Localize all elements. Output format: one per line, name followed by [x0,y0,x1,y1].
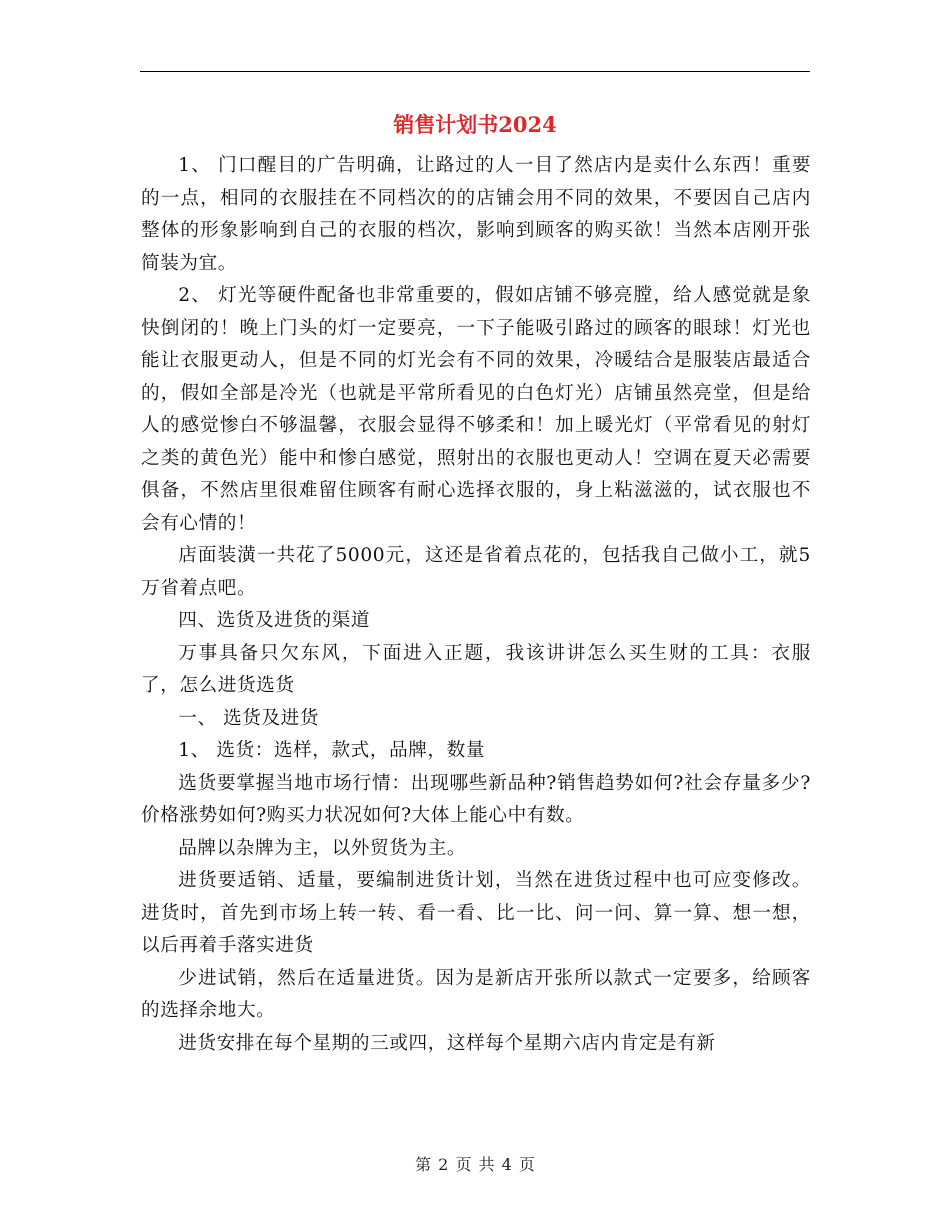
paragraph-8: 选货要掌握当地市场行情：出现哪些新品种?销售趋势如何?社会存量多少?价格涨势如何?购买力状况如何?大体上能心中有数。 [141,772,811,826]
paragraph-1: 1、 门口醒目的广告明确，让路过的人一目了然店内是卖什么东西！重要的一点，相同的衣服挂在不同档次的的店铺会用不同的效果，不要因自己店内整体的形象影响到自己的衣服的档次，影响到顾客的购买欲！当然本店刚开张简装为宜。 [141,155,811,274]
paragraph-2: 2、 灯光等硬件配备也非常重要的，假如店铺不够亮膛，给人感觉就是象快倒闭的！晚上门头的灯一定要亮，一下子能吸引路过的顾客的眼球！灯光也能让衣服更动人，但是不同的灯光会有不同的效果，冷暖结合是服装店最适合的，假如全部是冷光（也就是平常所看见的白色灯光）店铺虽然亮堂，但是给人的感觉惨白不够温馨，衣服会显得不够柔和！加上暖光灯（平常看见的射灯之类的黄色光）能中和惨白感觉，照射出的衣服也更动人！空调在夏天必需要俱备，不然店里很难留住顾客有耐心选择衣服的，身上粘滋滋的，试衣服也不会有心情的！ [141,285,811,534]
paragraph-9: 品牌以杂牌为主，以外贸货为主。 [178,837,467,859]
document-title: 销售计划书2024 [393,112,557,137]
page-number-footer: 第 2 页 共 4 页 [415,1155,535,1174]
subheading-select-goods: 1、 选货：选样，款式，品牌，数量 [178,740,486,761]
paragraph-5: 万事具备只欠东风，下面进入正题，我该讲讲怎么买生财的工具：衣服了，怎么进货选货 [141,642,811,696]
section-heading-4: 四、选货及进货的渠道 [178,610,371,631]
paragraph-12: 进货安排在每个星期的三或四，这样每个星期六店内肯定是有新 [178,1032,716,1054]
paragraph-11: 少进试销，然后在适量进货。因为是新店开张所以款式一定要多，给顾客的选择余地大。 [141,967,811,1021]
section-heading-1: 一、 选货及进货 [178,707,320,729]
header-rule [140,71,810,72]
paragraph-3: 店面装潢一共花了5000元，这还是省着点花的，包括我自己做小工，就5万省着点吧。 [141,545,811,599]
document-body [141,150,811,1060]
paragraph-10: 进货要适销、适量，要编制进货计划，当然在进货过程中也可应变修改。进货时，首先到市场上转一转、看一看、比一比、问一问、算一算、想一想，以后再着手落实进货 [141,870,811,956]
